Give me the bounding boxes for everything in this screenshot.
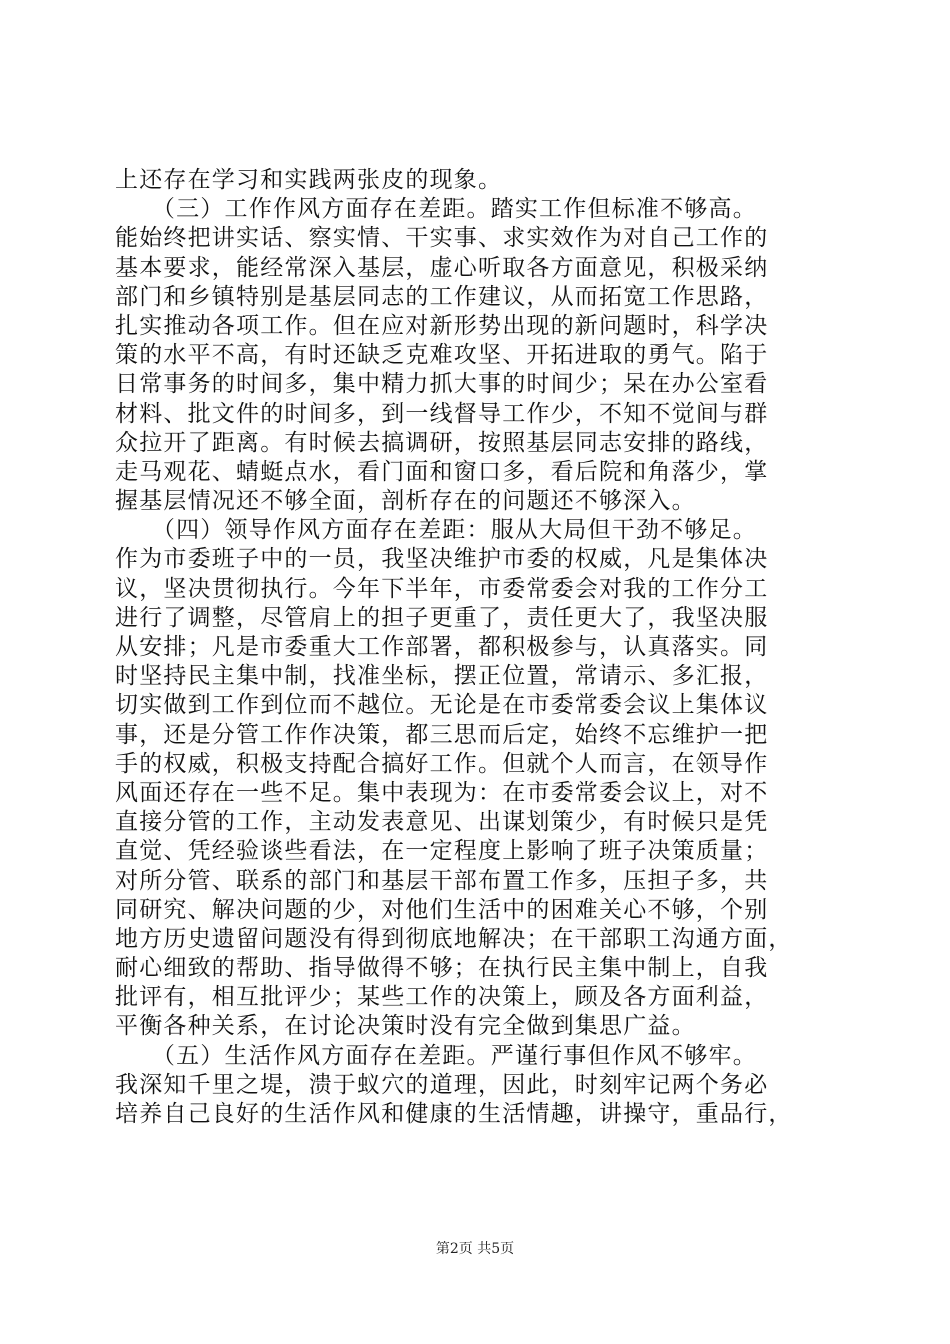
text-line: 我深知千里之堤，溃于蚁穴的道理，因此，时刻牢记两个务必 xyxy=(115,1071,769,1098)
text-line: 平衡各种关系，在讨论决策时没有完全做到集思广益。 xyxy=(115,1013,696,1040)
text-line: 日常事务的时间多，集中精力抓大事的时间少；呆在办公室看 xyxy=(115,371,769,398)
text-line: 基本要求，能经常深入基层，虚心听取各方面意见，积极采纳 xyxy=(115,254,769,281)
text-line: 进行了调整，尽管肩上的担子更重了，责任更大了，我坚决服 xyxy=(115,604,769,631)
text-line: 材料、批文件的时间多，到一线督导工作少，不知不觉间与群 xyxy=(115,400,769,427)
text-line: 众拉开了距离。有时候去搞调研，按照基层同志安排的路线， xyxy=(115,429,769,456)
text-line: 直接分管的工作，主动发表意见、出谋划策少，有时候只是凭 xyxy=(115,809,769,836)
text-line: 直觉、凭经验谈些看法，在一定程度上影响了班子决策质量； xyxy=(115,838,769,865)
page-number-label: 第2页 共5页 xyxy=(435,1241,515,1257)
text-line: 从安排；凡是市委重大工作部署，都积极参与，认真落实。同 xyxy=(115,634,769,660)
text-line: 议，坚决贯彻执行。今年下半年，市委常委会对我的工作分工 xyxy=(115,575,769,602)
text-line: 培养自己良好的生活作风和健康的生活情趣，讲操守，重品行， xyxy=(115,1101,793,1127)
text-line: 作为市委班子中的一员，我坚决维护市委的权威，凡是集体决 xyxy=(115,546,769,573)
text-line: 握基层情况还不够全面，剖析存在的问题还不够深入。 xyxy=(115,488,696,515)
text-line: 部门和乡镇特别是基层同志的工作建议，从而拓宽工作思路， xyxy=(115,283,769,310)
text-line: （三）工作作风方面存在差距。踏实工作但标准不够高。 xyxy=(115,196,757,223)
text-line: 扎实推动各项工作。但在应对新形势出现的新问题时，科学决 xyxy=(115,312,769,339)
text-line: 风面还存在一些不足。集中表现为：在市委常委会议上，对不 xyxy=(115,779,769,806)
page-footer xyxy=(0,1240,950,1258)
text-line: 能始终把讲实话、察实情、干实事、求实效作为对自己工作的 xyxy=(115,225,769,252)
text-line: 策的水平不高，有时还缺乏克难攻坚、开拓进取的勇气。陷于 xyxy=(115,342,769,369)
text-line: 上还存在学习和实践两张皮的现象。 xyxy=(115,167,503,193)
text-line: （五）生活作风方面存在差距。严谨行事但作风不够牢。 xyxy=(115,1042,757,1069)
text-line: 走马观花、蜻蜓点水，看门面和窗口多，看后院和角落少，掌 xyxy=(115,458,769,485)
text-line: 批评有，相互批评少；某些工作的决策上，顾及各方面利益， xyxy=(115,984,769,1011)
text-line: 地方历史遗留问题没有得到彻底地解决；在干部职工沟通方面， xyxy=(115,925,793,952)
text-line: 手的权威，积极支持配合搞好工作。但就个人而言，在领导作 xyxy=(115,750,769,777)
text-line: 时坚持民主集中制，找准坐标，摆正位置，常请示、多汇报， xyxy=(115,663,769,690)
text-line: 同研究、解决问题的少，对他们生活中的困难关心不够，个别 xyxy=(115,896,769,923)
text-line: 对所分管、联系的部门和基层干部布置工作多，压担子多，共 xyxy=(115,867,769,894)
body-text xyxy=(115,166,845,1129)
text-line: 切实做到工作到位而不越位。无论是在市委常委会议上集体议 xyxy=(115,692,769,719)
text-line: 耐心细致的帮助、指导做得不够；在执行民主集中制上，自我 xyxy=(115,955,769,982)
text-line: （四）领导作风方面存在差距：服从大局但干劲不够足。 xyxy=(115,517,757,544)
text-line: 事，还是分管工作作决策，都三思而后定，始终不忘维护一把 xyxy=(115,721,769,748)
